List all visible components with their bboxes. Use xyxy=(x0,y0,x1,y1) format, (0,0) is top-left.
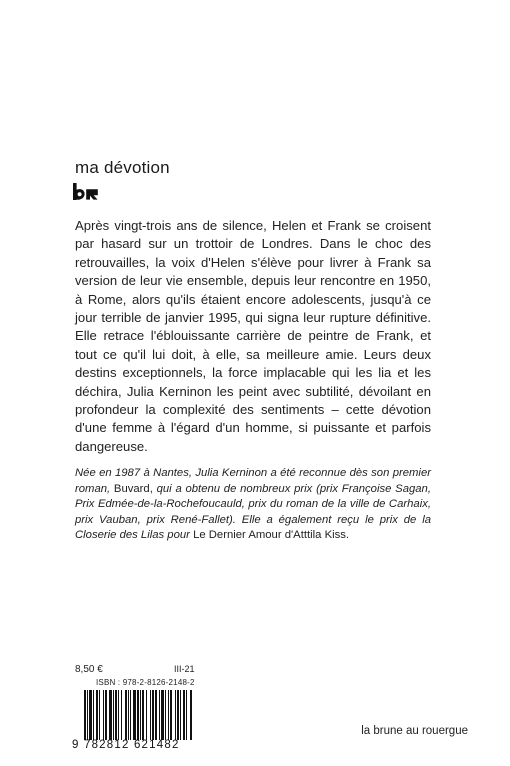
barcode-bar xyxy=(133,690,136,740)
barcode-bar xyxy=(130,690,131,740)
barcode-digits: 9 782812 621482 xyxy=(72,739,180,751)
barcode-bar xyxy=(170,690,172,740)
barcode-bar xyxy=(115,690,117,740)
barcode-bar xyxy=(168,690,169,740)
bio-text-part1: Née en 1987 à Nantes, Julia Kerninon a été reconnue dès son premier roman, xyxy=(75,467,431,495)
barcode-icon xyxy=(84,690,196,740)
barcode-bar xyxy=(161,690,164,740)
summary-paragraph: Après vingt-trois ans de silence, Helen et Frank se croisent par hasard sur un trottoir de Londres. Dans le choc des retrouvailles, la voix d'Helen s'élève pour livrer à Frank sa version de leur vie ensemble, depuis leur rencontre en 1950, à Rome, alors qu'ils étaient encore adolescents, jusqu'à ce jour terrible de janvier 1995, qui signa leur rupture définitive. Elle retrace l'éblouissante carrière de peintre de Frank, et tout ce qu'il lui doit, à elle, sa meilleure amie. Leurs deux destins exceptionnels, la force implacable qui les lia et les déchira, Julia Kerninon les peint avec subtilité, dévoilant en profondeur la complexité des sentiments – cette dévotion d'une femme à l'égard d'un homme, si puissante et parfois dangereuse. xyxy=(75,218,431,454)
barcode-bar xyxy=(146,690,147,740)
catalog-code: III-21 xyxy=(174,664,195,674)
barcode-bar xyxy=(128,690,129,740)
author-bio xyxy=(75,466,431,544)
price-label: 8,50 € xyxy=(75,664,103,675)
book-title: ma dévotion xyxy=(75,158,170,177)
barcode-bar xyxy=(142,690,144,740)
barcode-bar xyxy=(183,690,185,740)
barcode-bar xyxy=(180,690,181,740)
br-publisher-logo-icon xyxy=(73,183,99,201)
publisher-name: la brune au rouergue xyxy=(361,725,468,737)
barcode-bar xyxy=(140,690,141,740)
barcode-bar xyxy=(109,690,112,740)
barcode-bar xyxy=(87,690,88,740)
summary-text xyxy=(75,217,431,456)
barcode-bar xyxy=(89,690,92,740)
barcode-bar xyxy=(150,690,151,740)
bio-book-title-2: Le Dernier Amour d'Atttila Kiss. xyxy=(193,529,350,542)
bio-text-part2: qui a obtenu de nombreux prix (prix Françoise Sagan, Prix Edmée-de-la-Rochefoucauld, prix du roman de la ville de Carhaix, prix Vauban, prix René-Fallet). Elle a également reçu le prix de la Closerie des Lilas pour xyxy=(75,482,431,542)
barcode-bar xyxy=(137,690,139,740)
isbn-label: ISBN : 978-2-8126-2148-2 xyxy=(96,678,195,687)
barcode-bar xyxy=(175,690,176,740)
barcode-bar xyxy=(103,690,104,740)
barcode-bar xyxy=(152,690,154,740)
barcode-bar xyxy=(118,690,119,740)
barcode-bar xyxy=(113,690,114,740)
barcode-bar xyxy=(159,690,160,740)
barcode-bar xyxy=(99,690,100,740)
barcode-bar xyxy=(165,690,166,740)
barcode-bar xyxy=(93,690,94,740)
barcode-bar xyxy=(105,690,107,740)
barcode-bar xyxy=(155,690,157,740)
bio-book-title-1: Buvard, xyxy=(113,482,153,495)
barcode-bar xyxy=(177,690,179,740)
barcode-bar xyxy=(125,690,127,740)
barcode-bar xyxy=(190,690,192,740)
barcode-bar xyxy=(121,690,122,740)
barcode-bar xyxy=(84,690,86,740)
barcode-bar xyxy=(186,690,187,740)
barcode-bar xyxy=(96,690,98,740)
